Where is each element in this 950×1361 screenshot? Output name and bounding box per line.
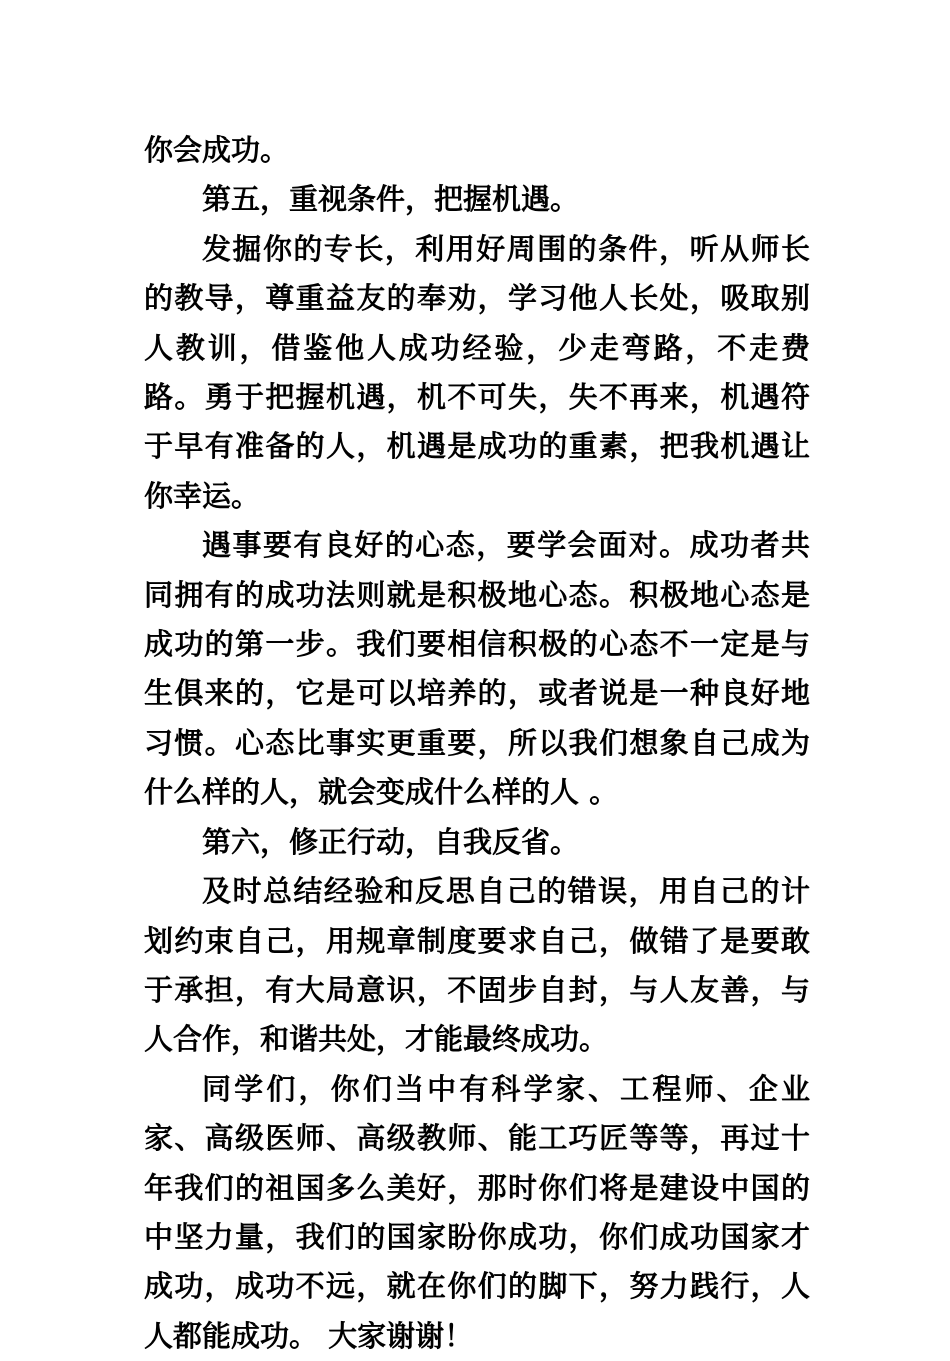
heading-point-six: 第六，修正行动，自我反省。 xyxy=(202,824,580,859)
paragraph-reflection: 及时总结经验和反思自己的错误，用自己的计划约束自己，用规章制度要求自己，做错了是要敢于承担，有大局意识，不固步自封，与人友善，与人合作，和谐共处，才能最终成功。 xyxy=(144,874,810,1057)
paragraph-closing: 同学们，你们当中有科学家、工程师、企业家、高级医师、高级教师、能工巧匠等等，再过十年我们的祖国多么美好，那时你们将是建设中国的中坚力量，我们的国家盼你成功，你们成功国家才成功，成功不远，就在你们的脚下，努力践行，人人都能成功。 大家谢谢！ xyxy=(144,1071,810,1353)
heading-point-five: 第五，重视条件，把握机遇。 xyxy=(202,182,580,217)
paragraph-opportunity: 发掘你的专长，利用好周围的条件，听从师长的教导，尊重益友的奉劝，学习他人长处，吸取别人教训，借鉴他人成功经验，少走弯路，不走费路。勇于把握机遇，机不可失，失不再来，机遇符于早有准备的人，机遇是成功的重素，把我机遇让你幸运。 xyxy=(144,231,810,513)
paragraph-mindset: 遇事要有良好的心态，要学会面对。成功者共同拥有的成功法则就是积极地心态。积极地心态是成功的第一步。我们要相信积极的心态不一定是与生俱来的，它是可以培养的，或者说是一种良好地习惯。心态比事实更重要，所以我们想象自己成为什么样的人，就会变成什么样的人 。 xyxy=(144,528,810,810)
document-body xyxy=(144,126,810,1361)
paragraph-continuation: 你会成功。 xyxy=(144,133,290,167)
